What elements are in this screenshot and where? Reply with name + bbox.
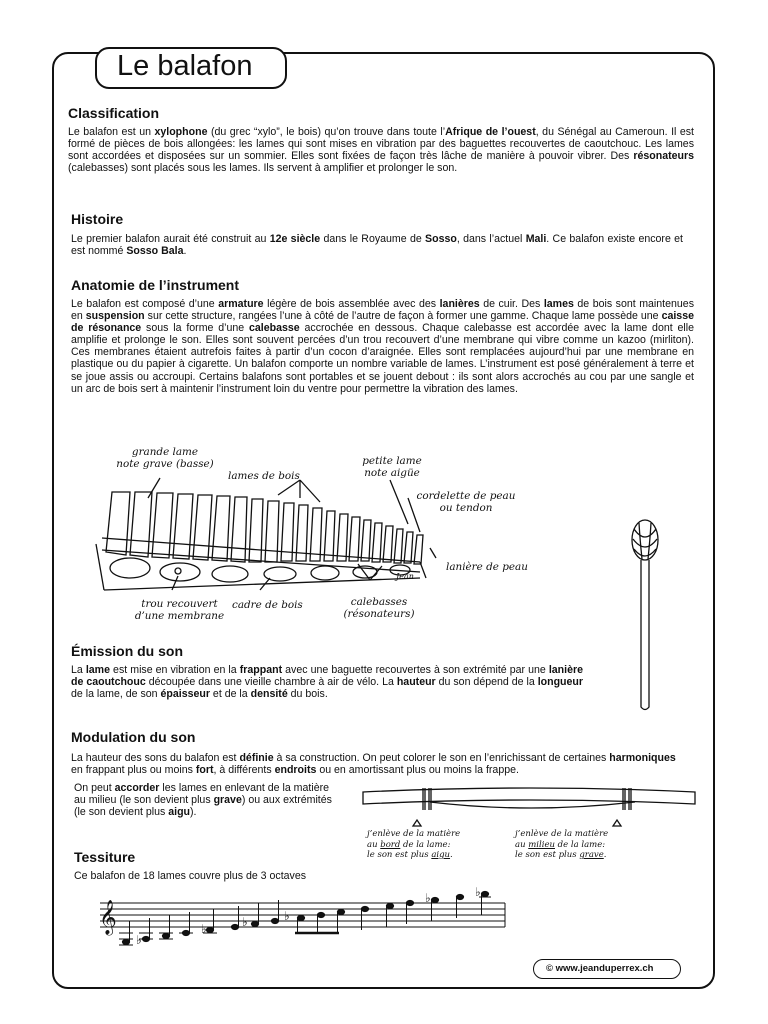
footer-badge [533,959,681,979]
text-run: . [183,245,187,258]
bold-term: frappant [239,664,283,676]
text-run: découpée dans une vieille chambre à air de vélo. La [145,676,397,689]
text-run: Le balafon est composé d’une [71,298,219,310]
text-run: dans le Royaume de [320,233,426,245]
label-cadre: cadre de bois [232,599,303,611]
text-run: La [71,664,86,676]
text-run: ou en amortissant plus ou moins la frappe. [316,764,519,777]
bold-term: définie [239,752,274,764]
bold-term: densité [250,688,288,701]
paragraph-emission [71,664,583,700]
paragraph-histoire [71,233,683,257]
flat-icon: ♭ [201,922,207,936]
paragraph-classification [68,126,694,174]
flat-icon: ♭ [136,933,142,947]
bold-term: lames [543,298,574,310]
text-run: . Ce balafon existe encore et est nommé [71,233,684,258]
paragraph-anatomie [71,298,694,395]
text-run: à sa construction. On peut colorer le son en l’enrichissant de certaines [273,752,610,764]
flat-icon: ♭ [284,909,290,923]
bold-term: Sosso Bala [126,245,184,258]
text-run: sous la forme d’une [141,322,250,335]
bold-term: lanière de caoutchouc [71,664,583,689]
label-trou-recouvert: trou recouvert d’une membrane [134,598,225,622]
text-run: du son dépend de la [435,676,538,689]
label-signature: Jean [396,572,414,581]
flat-icon: ♭ [242,915,248,929]
heading-anatomie: Anatomie de l’instrument [71,277,240,293]
footer-link[interactable]: © www.jeanduperrex.ch [546,963,654,974]
tessiture-staff [95,885,510,950]
bold-term: hauteur [396,676,436,689]
text-run: les lames en enlevant de la matière au milieu (le son devient plus [74,782,329,807]
bold-term: accorder [114,782,160,794]
bold-term: épaisseur [160,688,210,701]
bold-term: harmoniques [609,752,676,764]
paragraph-tessiture: Ce balafon de 18 lames couvre plus de 3 octaves [74,870,307,882]
text-run: (calebasses) sont placés sous les lames. Ils servent à amplifier et prolonger le son. [68,162,458,175]
caption-milieu: j’enlève de la matière au milieu de la lame: le son est plus grave. [515,829,609,860]
text-run: accrochée en dessous. Chaque calebasse est accordée avec la lame dont elle amplifie et prolonge le son. Elles sont souvent percées d’un trou recouvert d’une membrane qui vibre comme un kazoo (mirliton). Ces membranes étaient autrefois faites à partir d’un cocon d’araignée. Elles sont remplacées aujourd’hui par une membrane en plastique ou du papier à cigarette. Un balafon comporte un nombre variable de lames. L’instrument est posé généralement à terre et se joue assis ou accroupi. Certains balafons sont portables et se jouent debout : ils sont alors accrochés au cou par une sangle et un arc de bois sert à maintenir l’instrument loin du ventre pour permettre la vibration des lames. [71,322,694,395]
text-run: (du grec “xylo”, le bois) qu’on trouve dans toute l’ [207,126,446,138]
flat-icon: ♭ [425,891,431,905]
heading-classification: Classification [68,105,160,121]
page-title: Le balafon [117,50,253,82]
bold-term: aigu [168,806,191,819]
heading-histoire: Histoire [71,211,124,227]
label-petite-lame: petite lame note aigüe [362,455,422,479]
text-run: sur cette structure, rangées l’une à côté de l’autre de façon à former une gamme. Chaque lame possède une [144,310,662,323]
text-run: ). [190,806,197,819]
treble-clef-icon: 𝄞 [99,900,117,935]
text-run: de cuir. Des [479,298,544,310]
bold-term: longueur [537,676,584,689]
label-lames-de-bois: lames de bois [228,470,300,482]
heading-emission: Émission du son [71,643,184,659]
bold-term: lame [85,664,110,676]
caption-bord: j’enlève de la matière au bord de la lame: le son est plus aigu. [367,829,461,860]
bold-term: résonateurs [633,150,694,163]
bold-term: endroits [274,764,317,777]
text-run: avec une baguette recouvertes à son extrémité par une [282,664,549,676]
bold-term: 12e siècle [269,233,321,245]
text-run: On peut [74,782,115,794]
label-grande-lame: grande lame note grave (basse) [116,446,214,470]
bold-term: Sosso [425,233,457,245]
bold-term: caisse de résonance [71,310,694,335]
text-run: de la lame, de son [71,688,161,701]
heading-tessiture: Tessiture [74,849,136,865]
text-run: est mise en vibration en la [110,664,240,676]
text-run: , du Sénégal au Cameroun. Il est formé de pièces de bois allongées: les lames qui sont mises en vibration par des baguettes recouvertes de caoutchouc. Les lames sont accordées et disposées sur un sommier. Elles sont fixées de façon très lâche de manière à pouvoir vibrer. Des [68,126,694,163]
label-laniere: lanière de peau [446,561,528,573]
bold-term: lanières [439,298,480,310]
bold-term: Afrique de l’ouest [445,126,536,138]
paragraph-modulation [71,752,683,776]
bold-term: Mali [525,233,547,245]
title-box [95,47,287,89]
bold-term: calebasse [249,322,300,335]
bold-term: xylophone [154,126,208,138]
bold-term: armature [218,298,264,310]
text-run: , à différents [213,764,275,777]
bold-term: grave [213,794,242,807]
text-run: Le balafon est un [68,126,155,138]
text-run: La hauteur des sons du balafon est [71,752,240,764]
bold-term: fort [195,764,214,777]
text-run: ) ou aux extrémités (le son devient plus [74,794,332,819]
label-calebasses: calebasses (résonateurs) [343,596,415,620]
mallet-illustration [620,515,670,715]
heading-modulation: Modulation du son [71,729,196,745]
text-run: de bois sont maintenues en [71,298,694,323]
flat-icon: ♭ [475,885,481,899]
paragraph-accorder [74,782,336,818]
text-run: , dans l’actuel [456,233,526,245]
text-run: et de la [209,688,251,701]
text-run: Le premier balafon aurait été construit au [71,233,270,245]
bold-term: suspension [85,310,145,323]
text-run: en frappant plus ou moins [71,764,196,777]
text-run: légère de bois assemblée avec des [263,298,440,310]
label-cordelette: cordelette de peau ou tendon [416,490,516,514]
text-run: du bois. [287,688,328,701]
